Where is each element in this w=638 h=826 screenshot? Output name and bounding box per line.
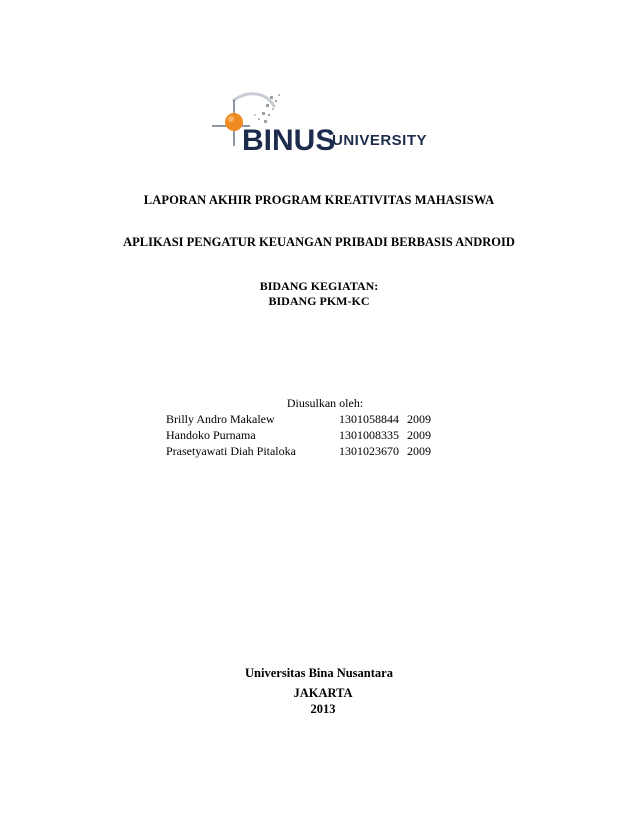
logo-suffix-text: UNIVERSITY <box>332 132 428 149</box>
report-subtitle: APLIKASI PENGATUR KEUANGAN PRIBADI BERBASIS ANDROID <box>123 235 515 249</box>
proposer-row <box>166 427 431 443</box>
proposer-nim: 1301058844 <box>339 412 399 426</box>
field-label: BIDANG KEGIATAN: <box>259 279 379 293</box>
field-value: BIDANG PKM-KC <box>268 294 370 308</box>
binus-university-logo <box>204 84 436 160</box>
university-name: Universitas Bina Nusantara <box>245 666 393 680</box>
city-name: JAKARTA <box>293 686 353 700</box>
proposer-year: 2009 <box>407 412 431 426</box>
proposer-year: 2009 <box>407 444 431 458</box>
proposer-nim: 1301023670 <box>339 444 399 458</box>
binus-logo-mark <box>204 84 436 160</box>
proposer-name: Prasetyawati Diah Pitaloka <box>166 444 296 458</box>
logo-brand-text: BINUS <box>242 124 336 157</box>
report-year: 2013 <box>310 702 336 716</box>
proposer-nim: 1301008335 <box>339 428 399 442</box>
proposer-row <box>166 411 431 427</box>
report-title: LAPORAN AKHIR PROGRAM KREATIVITAS MAHASISWA <box>143 193 495 207</box>
proposer-name: Handoko Purnama <box>166 428 256 442</box>
proposer-year: 2009 <box>407 428 431 442</box>
proposer-name: Brilly Andro Makalew <box>166 412 275 426</box>
proposer-list <box>166 411 431 459</box>
proposer-row <box>166 443 431 459</box>
proposers-label: Diusulkan oleh: <box>286 396 364 410</box>
